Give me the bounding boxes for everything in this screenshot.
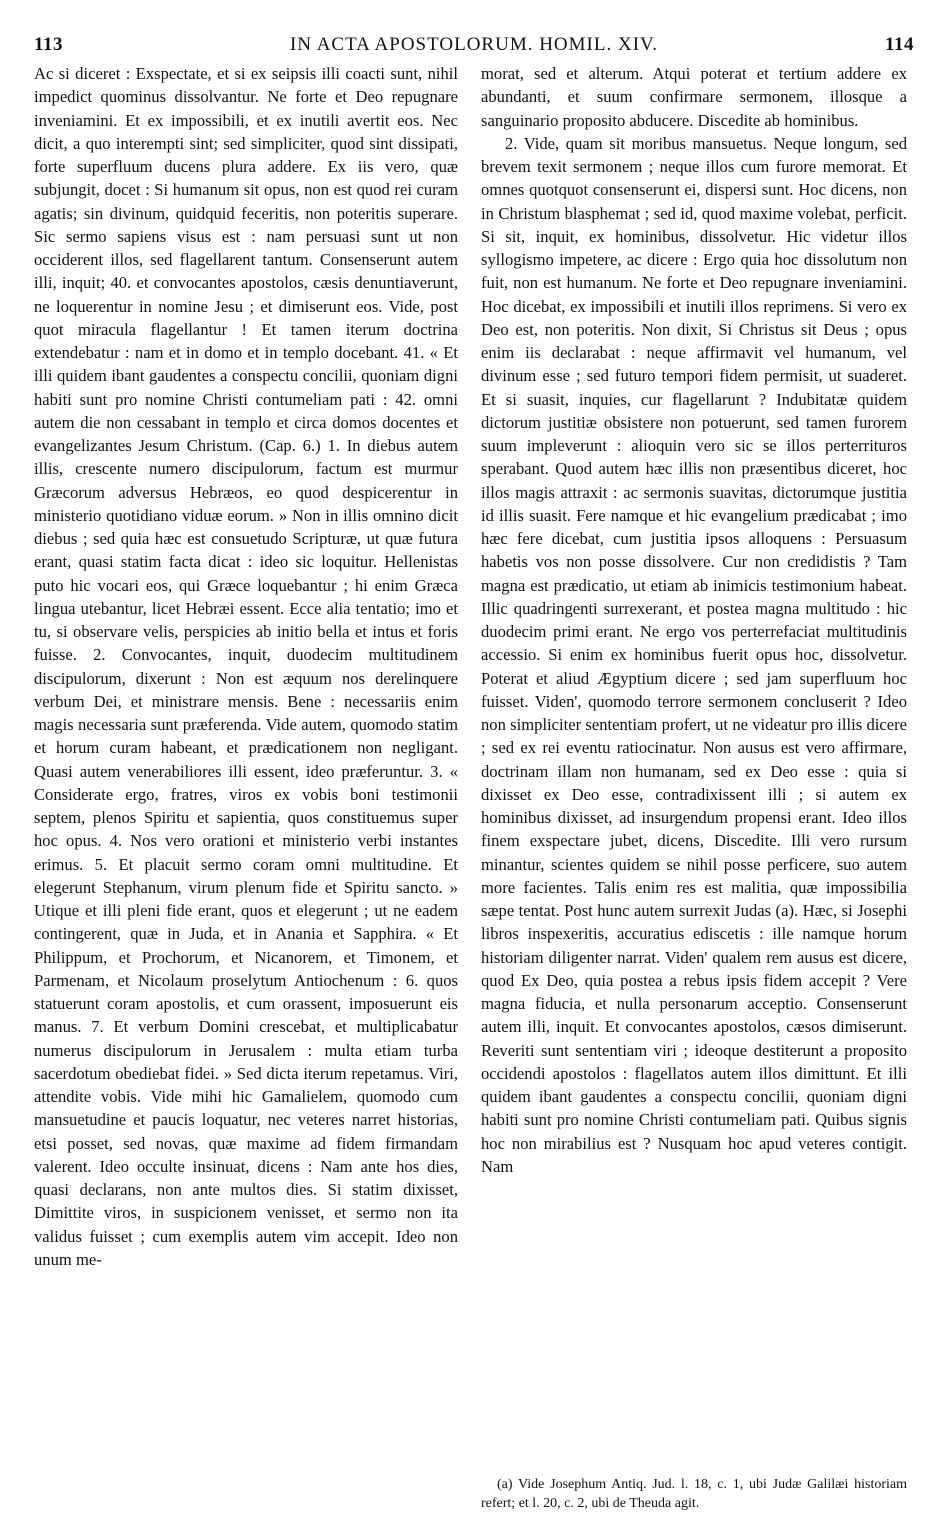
page-number-left: 113: [34, 34, 63, 55]
footnote: (a) Vide Josephum Antiq. Jud. l. 18, c. 1, ubi Judæ Galilæi historiam refert; et l. 20, c. 2, ubi de Theuda agit.: [481, 1477, 907, 1511]
left-column: [34, 62, 458, 1271]
right-column: [481, 62, 907, 1178]
page-number-right: 114: [885, 34, 914, 55]
running-head: IN ACTA APOSTOLORUM. HOMIL. XIV.: [289, 34, 659, 55]
page-header: [34, 34, 914, 60]
right-column-paragraph-2: 2. Vide, quam sit moribus mansuetus. Neque longum, sed brevem texit sermonem ; neque illos cum furore memorat. Et omnes quotquot consenserunt ei, dispersi sunt. Hoc dicens, non in Christum blasphemat ; sed id, quod maxime volebat, perficit. Si sit, inquit, ex hominibus, dissolvetur. Hic videtur illos syllogismo impetere, ac dicere : Ergo quia hoc dissolutum non fuit, non est humanum. Ne forte et Deo repugnare inveniamini. Hoc dicebat, ex impossibili et inutili illos reprimens. Si vero ex Deo est, non poteritis. Non dixit, Si Christus sit Deus ; opus enim iis declarabat : neque affirmavit vel humanum, vel divinum esse ; sed futuro tempori fidem permisit, ut suaderet. Et si suasit, inquies, cur flagellarunt ? Indubitatæ quidem dictorum justitiæ obsistere non potuerunt, sed tamen furorem suum impleverunt : alioquin vero sic se illos perterrituros sperabant. Quod autem hæc illis non præsentibus diceret, hoc illos magis attraxit : ac sermonis suavitas, dictorumque justitia id illis suasit. Fere namque et hic evangelium prædicabat ; imo hæc fere dicebat, cum justitia ipsos alloquens : Persuasum habetis vos non posse dissolvere. Cur non credidistis ? Tam magna est prædicatio, ut etiam ab inimicis testimonium habeat. Illic quadringenti surrexerant, et postea magna multitudo : hic duodecim primi erant. Ne ergo vos perterrefaciat multitudinis accessio. Si enim ex hominibus fuerit opus hoc, dissolvetur. Poterat et aliud Ægyptium dicere ; sed jam superfluum hoc fuisset. Viden', quomodo terrore sermonem concluserit ? Ideo non simpliciter sententiam profert, ut ne videatur pro illis dicere ; sed ex rei eventu ratiocinatur. Non ausus est vero affirmare, doctrinam illam non humanam, sed ex Deo esse : quia si dixisset ex Deo esse, contradixissent illi ; si autem ex hominibus dixisset, ad insurgendum propensi erant. Ideo illos finem exspectare jubet, dicens, Discedite. Illi vero rursum minantur, scientes quidem se nihil posse perficere, suo autem more facientes. Talis enim res est malitia, quæ impossibilia sæpe tentat. Post hunc autem surrexit Judas (a). Hæc, si Josephi libros inspexeritis, accuratius ediscetis : ille namque horum historiam diligenter narrat. Viden' qualem rem ausus est dicere, quod Ex Deo, quia postea a rebus ipsis fidem accepit ? Vere magna fiducia, et nulla personarum acceptio. Consenserunt autem illi, inquit. Et convocantes apostolos, cæsos dimiserunt. Reveriti sunt sententiam viri ; ideoque destiterunt a proposito occidendi apostolos : flagellatos autem illos dimittunt. Et illi quidem ibant gaudentes a conspectu concilii, quoniam digni habiti sunt pro nomine Christi contumeliam pati. Quibus signis hoc non mirabilius est ? Nusquam hoc apud veteres contigit. Nam: [481, 133, 907, 1176]
left-column-text: Ac si diceret : Exspectate, et si ex seipsis illi coacti sunt, nihil impedict quominus dissolvantur. Ne forte et Deo repugnare inveniamini. Et ex impossibili, et ex inutili avertit eos. Nec dicit, a quo interempti sint; sed simpliciter, quod sint dissipati, forte superfluum ducens plura addere. Ex iis vero, quæ subjungit, docet : Si humanum sit opus, non est quod rei curam agatis; sin divinum, quidquid feceritis, non poteritis superare. Sic sermo sapiens visus est : nam persuasi sunt ut non occiderent illos, sed flagellarent tantum. Consenserunt autem illi, inquit; 40. et convocantes apostolos, cæsis denuntiaverunt, ne loquerentur in nomine Jesu ; et dimiserunt eos. Vide, post quot miracula flagellantur ! Et tamen iterum doctrina extendebatur : nam et in domo et in templo docebant. 41. « Et illi quidem ibant gaudentes a conspectu concilii, quoniam digni habiti sunt pro nomine Christi contumeliam pati : 42. omni autem die non cessabant in templo et circa domos docentes et evangelizantes Jesum Christum. (Cap. 6.) 1. In diebus autem illis, crescente numero discipulorum, factum est murmur Græcorum adversus Hebræos, eo quod despicerentur in ministerio quotidiano viduæ eorum. » Non in illis omnino dicit diebus ; sed quia hæc est consuetudo Scripturæ, ut quæ futura erant, quasi statim facta dicat : ideo sic loquitur. Hellenistas puto hic vocari eos, qui Græce loquebantur ; hi enim Græca lingua utebantur, licet Hebræi essent. Ecce alia tentatio; imo et tu, si observare velis, perspicies ab initio bella et intus et foris fuisse. 2. Convocantes, inquit, duodecim multitudinem discipulorum, dixerunt : Non est æquum nos derelinquere verbum Dei, et ministrare mensis. Bene : necessariis enim magis necessaria sunt præferenda. Vide autem, quomodo statim et horum curam habeant, et prædicationem non negligant. Quasi autem venerabiliores illi essent, ideo præferuntur. 3. « Considerate ergo, fratres, viros ex vobis boni testimonii septem, plenos Spiritu et sapientia, quos constituemus super hoc opus. 4. Nos vero orationi et ministerio verbi instantes erimus. 5. Et placuit sermo coram omni multitudine. Et elegerunt Stephanum, virum plenum fide et Spiritu sancto. » Utique et illi pleni fide erant, quos et elegerunt ; ut ne eadem contingerent, quæ in Juda, et in Anania et Sapphira. « Et Philippum, et Prochorum, et Nicanorem, et Timonem, et Parmenam, et Nicolaum proselytum Antiochenum : 6. quos statuerunt coram apostolis, et cum orassent, imposuerunt eis manus. 7. Et verbum Domini crescebat, et multiplicabatur numerus discipulorum in Jerusalem : multa etiam turba sacerdotum obediebat fidei. » Sed dicta iterum repetamus. Viri, attendite vobis. Vide mihi hic Gamalielem, quomodo cum mansuetudine et paucis loquatur, nec veteres narret historias, etsi posset, sed novas, quæ maxime ad fidem firmandam valerent. Ideo occulte insinuat, dicens : Nam ante hos dies, quasi declarans, non ante multos dies. Si statim dixisset, Dimittite viros, in suspicionem venisset, et sermo non ita validus fuisset ; cum exemplis autem vim accepit. Ideo non unum me-: [34, 64, 458, 1269]
right-column-paragraph-1: morat, sed et alterum. Atqui poterat et tertium addere ex abundanti, et suum confirmare sermonem, illosque a sanguinario proposito abducere. Discedite ab hominibus.: [481, 64, 907, 130]
